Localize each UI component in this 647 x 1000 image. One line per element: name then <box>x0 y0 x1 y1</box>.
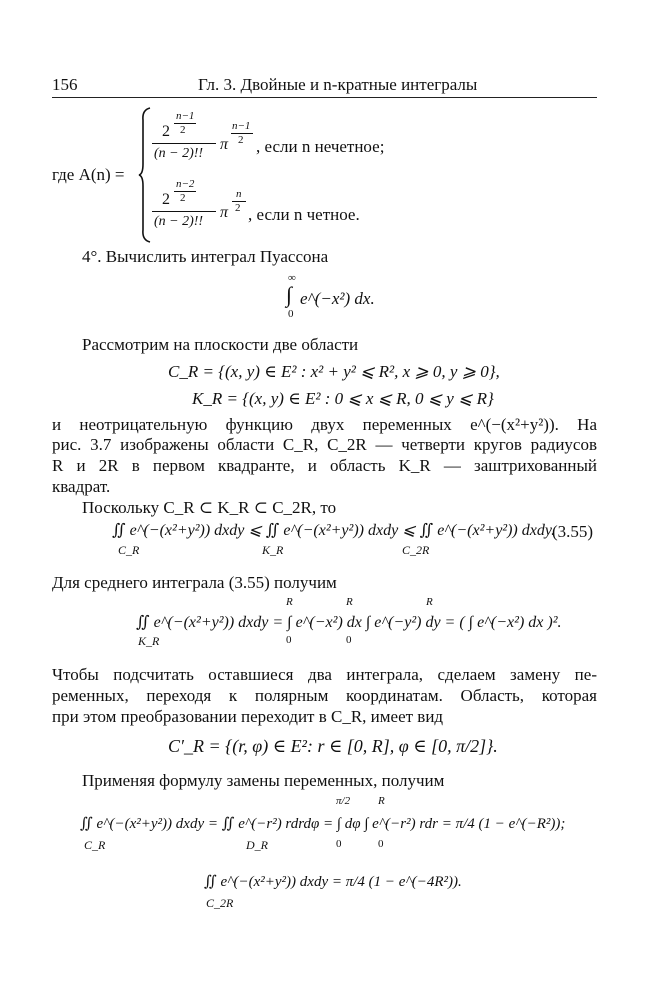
eq355-number: (3.55) <box>552 522 594 541</box>
cr-prime-definition: C′_R = {(r, φ) ∈ E²: r ∈ [0, R], φ ∈ [0, π/2]}. <box>168 736 498 756</box>
para-function-line3: R и 2R в первом квадранте, и область K_R — заштрихованный <box>52 456 597 475</box>
polar-upper1: π/2 <box>336 795 351 807</box>
mid-upper1: R <box>286 596 293 608</box>
pi-exp1: n−1 <box>232 120 251 132</box>
polar2-sub: C_2R <box>206 896 234 910</box>
polar1-lower1: 0 <box>336 838 342 850</box>
pi-exp-den1: 2 <box>238 134 244 146</box>
case2-tail: , если n четное. <box>248 205 360 224</box>
para-change-variables: Применяя формулу замены переменных, получим <box>82 771 445 790</box>
para-function-line4: квадрат. <box>52 477 111 496</box>
header-rule <box>52 97 597 98</box>
lower-limit: 0 <box>288 308 294 320</box>
running-title: Гл. 3. Двойные и n-кратные интегралы <box>198 75 478 94</box>
frac-rule1 <box>152 143 216 144</box>
para-polar-line2: ременных, переходя к полярным координатам. Область, которая <box>52 686 597 705</box>
exp-den1: 2 <box>180 124 186 136</box>
frac-rule2 <box>152 211 216 212</box>
case1-fraction <box>152 110 270 164</box>
pi-exp-den2: 2 <box>235 202 241 214</box>
mid-lower2: 0 <box>346 634 352 646</box>
polar1-sub2: D_R <box>246 838 268 852</box>
eq-3-55: ∬ e^(−(x²+y²)) dxdy ⩽ ∬ e^(−(x²+y²)) dxdy ⩽ ∬ e^(−(x²+y²)) dxdy. <box>112 522 556 539</box>
eq-polar-1: ∬ e^(−(x²+y²)) dxdy = ∬ e^(−r²) rdrdφ = ∫ dφ ∫ e^(−r²) rdr = π/4 (1 − e^(−R²)); <box>80 816 566 832</box>
para-polar-line3: при этом преобразовании переходит в C_R, имеет вид <box>52 707 444 726</box>
exp-den2: 2 <box>180 192 186 204</box>
num-base1: 2 <box>162 123 170 140</box>
poisson-integral <box>286 272 396 322</box>
para-inclusion: Поскольку C_R ⊂ K_R ⊂ C_2R, то <box>82 498 337 517</box>
polar1-sub1: C_R <box>84 838 106 852</box>
pi-exp2: n <box>236 188 242 200</box>
kr-definition: K_R = {(x, y) ∈ E² : 0 ⩽ x ⩽ R, 0 ⩽ y ⩽ R} <box>192 389 494 408</box>
item4-heading: 4°. Вычислить интеграл Пуассона <box>82 247 329 266</box>
mid-upper2: R <box>346 596 353 608</box>
an-lhs: где A(n) = <box>52 165 125 184</box>
para-function-line1: и неотрицательную функцию двух переменных e^(−(x²+y²)). На <box>52 415 597 434</box>
eq355-sub2: K_R <box>262 543 284 557</box>
polar-upper2: R <box>378 795 385 807</box>
pi1: π <box>220 136 229 153</box>
eq-polar-2: ∬ e^(−(x²+y²)) dxdy = π/4 (1 − e^(−4R²)). <box>204 874 462 890</box>
num-base2: 2 <box>162 191 170 208</box>
polar1-lower2: 0 <box>378 838 384 850</box>
exp-num1: n−1 <box>176 110 195 122</box>
page-number: 156 <box>52 75 78 94</box>
integrand: e^(−x²) dx. <box>300 289 375 308</box>
mid-upper3: R <box>426 596 433 608</box>
cr-definition: C_R = {(x, y) ∈ E² : x² + y² ⩽ R², x ⩾ 0, y ⩾ 0}, <box>168 362 500 381</box>
para-two-regions: Рассмотрим на плоскости две области <box>82 335 359 354</box>
pi2: π <box>220 204 229 221</box>
mid-lower1: 0 <box>286 634 292 646</box>
exp-num2: n−2 <box>176 178 195 190</box>
integral-sign: ∫ <box>286 282 293 307</box>
eq355-sub1: C_R <box>118 543 140 557</box>
left-brace <box>138 106 152 244</box>
eq-middle: ∬ e^(−(x²+y²)) dxdy = ∫ e^(−x²) dx ∫ e^(−y²) dy = ( ∫ e^(−x²) dx )². <box>136 614 562 631</box>
para-function-line2: рис. 3.7 изображены области C_R, C_2R — четверти кругов радиусов <box>52 435 597 454</box>
eq355-sub3: C_2R <box>402 543 430 557</box>
den2: (n − 2)!! <box>154 214 204 229</box>
para-polar-line1: Чтобы подсчитать оставшиеся два интеграла, сделаем замену пе- <box>52 665 597 684</box>
para-middle-integral: Для среднего интеграла (3.55) получим <box>52 573 337 592</box>
mid-sub: K_R <box>138 634 160 648</box>
upper-limit: ∞ <box>288 272 296 284</box>
den1: (n − 2)!! <box>154 146 204 161</box>
case1-tail: , если n нечетное; <box>256 137 385 156</box>
